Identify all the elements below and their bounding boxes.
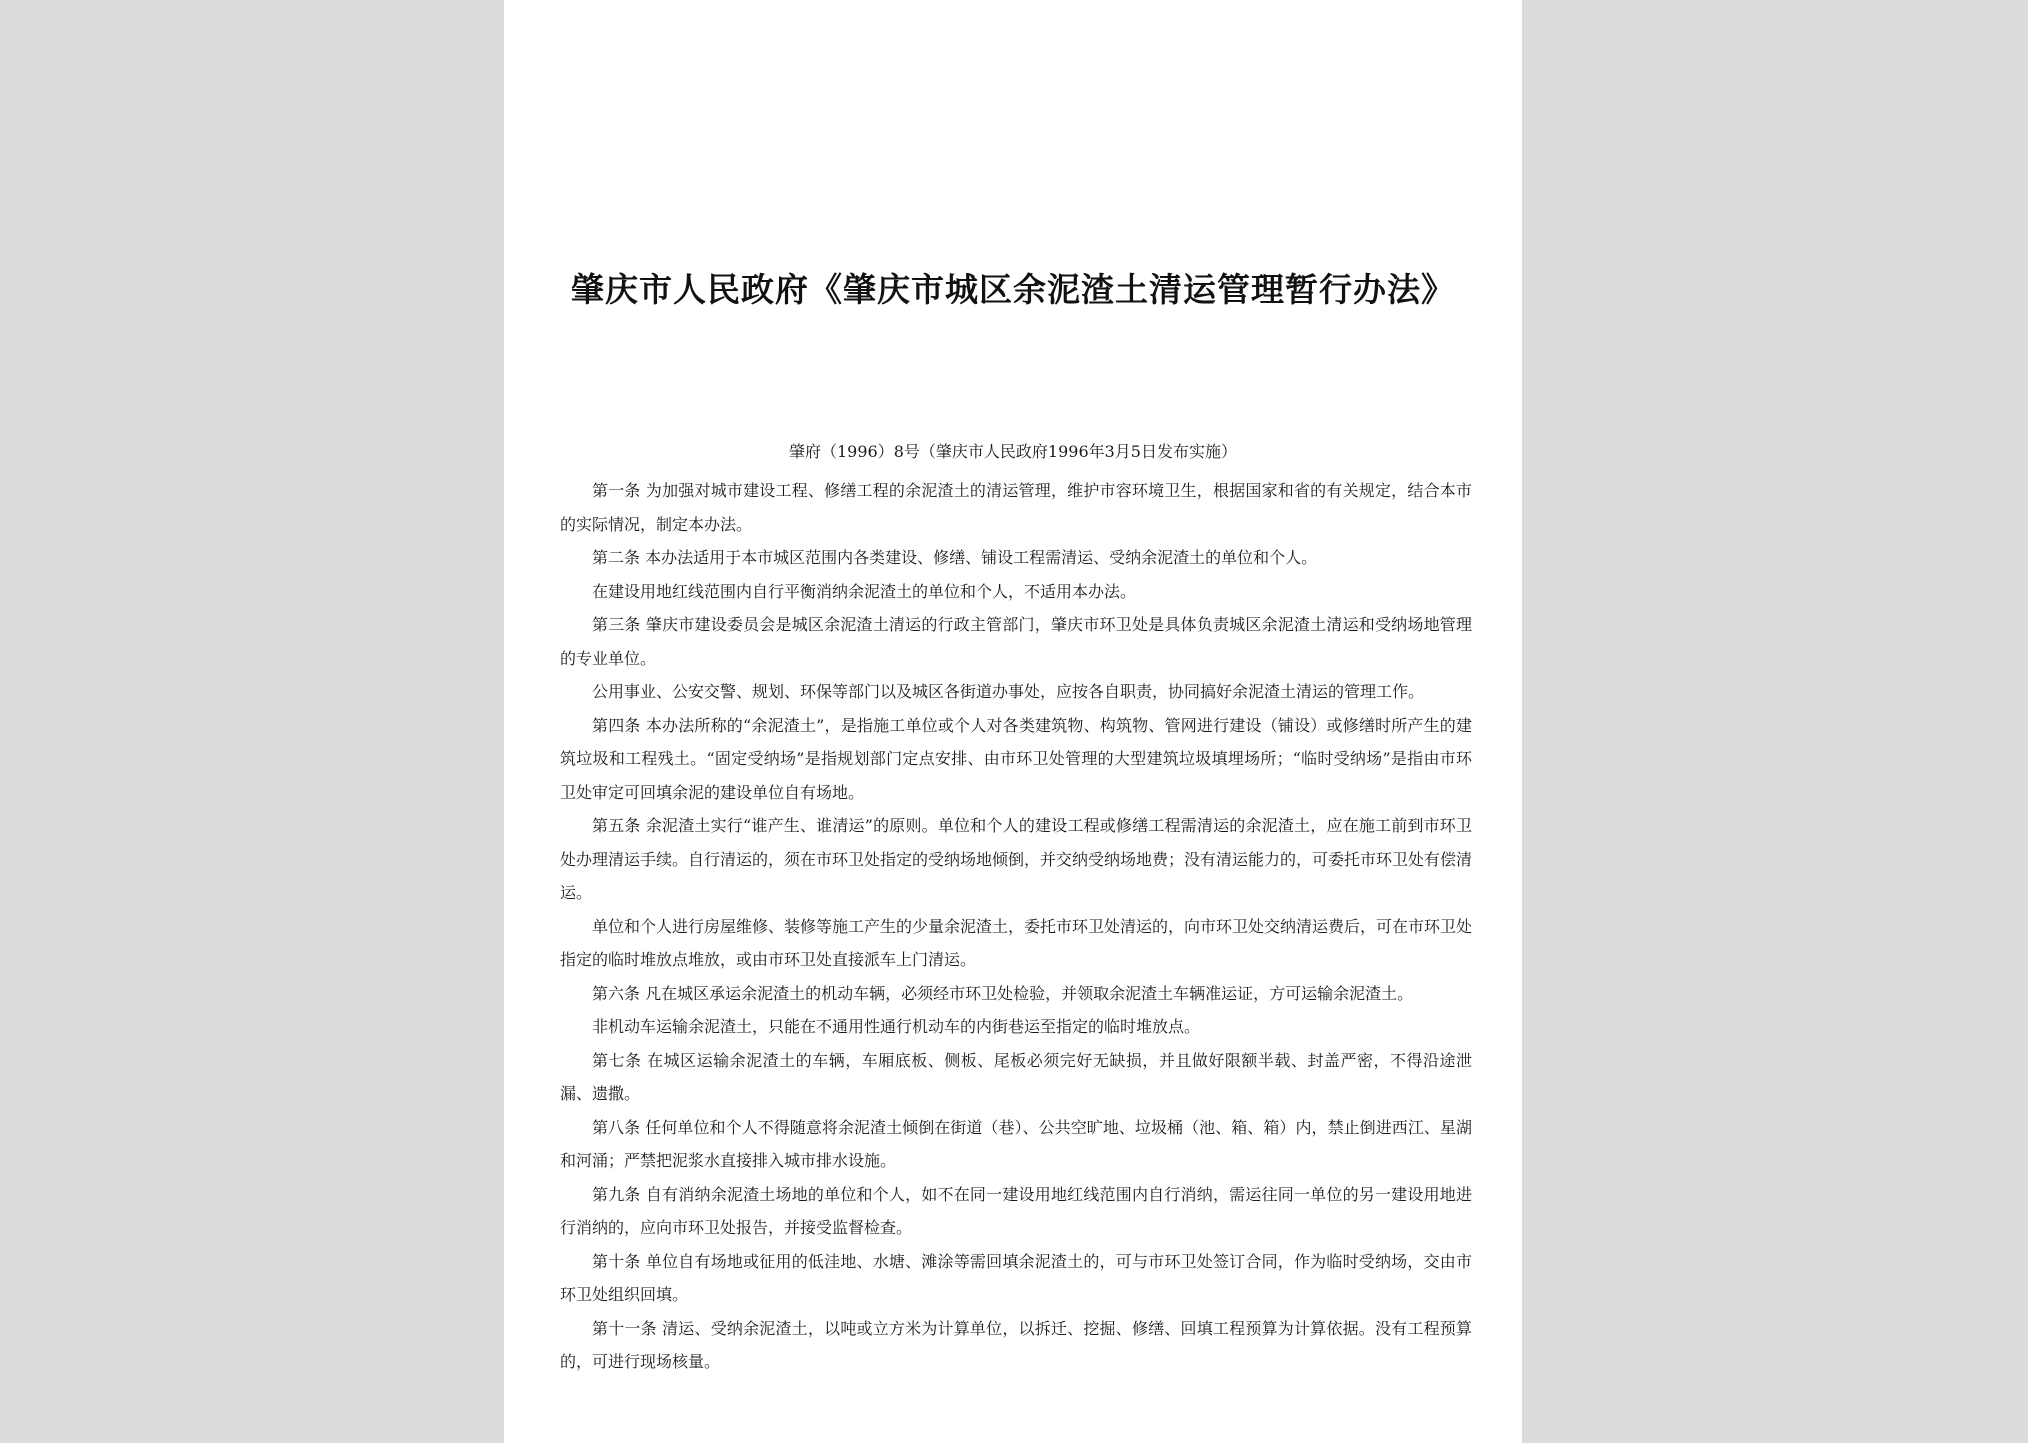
paragraph: 第三条 肇庆市建设委员会是城区余泥渣土清运的行政主管部门，肇庆市环卫处是具体负责城区余泥渣土清运和受纳场地管理的专业单位。 (560, 615, 1472, 668)
document-title: 肇庆市人民政府《肇庆市城区余泥渣土清运管理暂行办法》 (571, 270, 1455, 309)
document-page (504, 0, 1522, 1443)
paragraph: 第十条 单位自有场地或征用的低洼地、水塘、滩涂等需回填余泥渣土的，可与市环卫处签订合同，作为临时受纳场，交由市环卫处组织回填。 (560, 1251, 1472, 1304)
paragraph: 第五条 余泥渣土实行“谁产生、谁清运”的原则。单位和个人的建设工程或修缮工程需清运的余泥渣土，应在施工前到市环卫处办理清运手续。自行清运的，须在市环卫处指定的受纳场地倾倒，并交纳受纳场地费；没有清运能力的，可委托市环卫处有偿清运。 (560, 816, 1473, 902)
paragraph: 第九条 自有消纳余泥渣土场地的单位和个人，如不在同一建设用地红线范围内自行消纳，需运往同一单位的另一建设用地进行消纳的，应向市环卫处报告，并接受监督检查。 (560, 1184, 1472, 1237)
document-body (560, 474, 1472, 1379)
issue-info: 肇府（1996）8号（肇庆市人民政府1996年3月5日发布实施） (789, 442, 1237, 461)
paragraph: 公用事业、公安交警、规划、环保等部门以及城区各街道办事处，应按各自职责，协同搞好余泥渣土清运的管理工作。 (592, 682, 1425, 701)
paragraph: 非机动车运输余泥渣土，只能在不通用性通行机动车的内街巷运至指定的临时堆放点。 (592, 1017, 1201, 1036)
paragraph: 第四条 本办法所称的“余泥渣土”，是指施工单位或个人对各类建筑物、构筑物、管网进行建设（铺设）或修缮时所产生的建筑垃圾和工程残土。“固定受纳场”是指规划部门定点安排、由市环卫处管理的大型建筑垃圾填埋场所；“临时受纳场”是指由市环卫处审定可回填余泥的建设单位自有场地。 (560, 715, 1472, 802)
paragraph: 第一条 为加强对城市建设工程、修缮工程的余泥渣土的清运管理，维护市容环境卫生，根据国家和省的有关规定，结合本市的实际情况，制定本办法。 (560, 481, 1472, 534)
paragraph: 第六条 凡在城区承运余泥渣土的机动车辆，必须经市环卫处检验，并领取余泥渣土车辆准运证，方可运输余泥渣土。 (592, 983, 1414, 1003)
paragraph: 第八条 任何单位和个人不得随意将余泥渣土倾倒在街道（巷）、公共空旷地、垃圾桶（池、箱、箱）内，禁止倒进西江、星湖和河涌；严禁把泥浆水直接排入城市排水设施。 (560, 1117, 1472, 1170)
paragraph: 第二条 本办法适用于本市城区范围内各类建设、修缮、铺设工程需清运、受纳余泥渣土的单位和个人。 (592, 548, 1318, 567)
paragraph: 第十一条 清运、受纳余泥渣土，以吨或立方米为计算单位，以拆迁、挖掘、修缮、回填工程预算为计算依据。没有工程预算的，可进行现场核量。 (560, 1318, 1472, 1371)
paragraph: 在建设用地红线范围内自行平衡消纳余泥渣土的单位和个人，不适用本办法。 (592, 581, 1137, 601)
paragraph: 第七条 在城区运输余泥渣土的车辆，车厢底板、侧板、尾板必须完好无缺损，并且做好限额半载、封盖严密，不得沿途泄漏、遗撒。 (560, 1050, 1472, 1103)
paragraph: 单位和个人进行房屋维修、装修等施工产生的少量余泥渣土，委托市环卫处清运的，向市环卫处交纳清运费后，可在市环卫处指定的临时堆放点堆放，或由市环卫处直接派车上门清运。 (560, 916, 1473, 969)
